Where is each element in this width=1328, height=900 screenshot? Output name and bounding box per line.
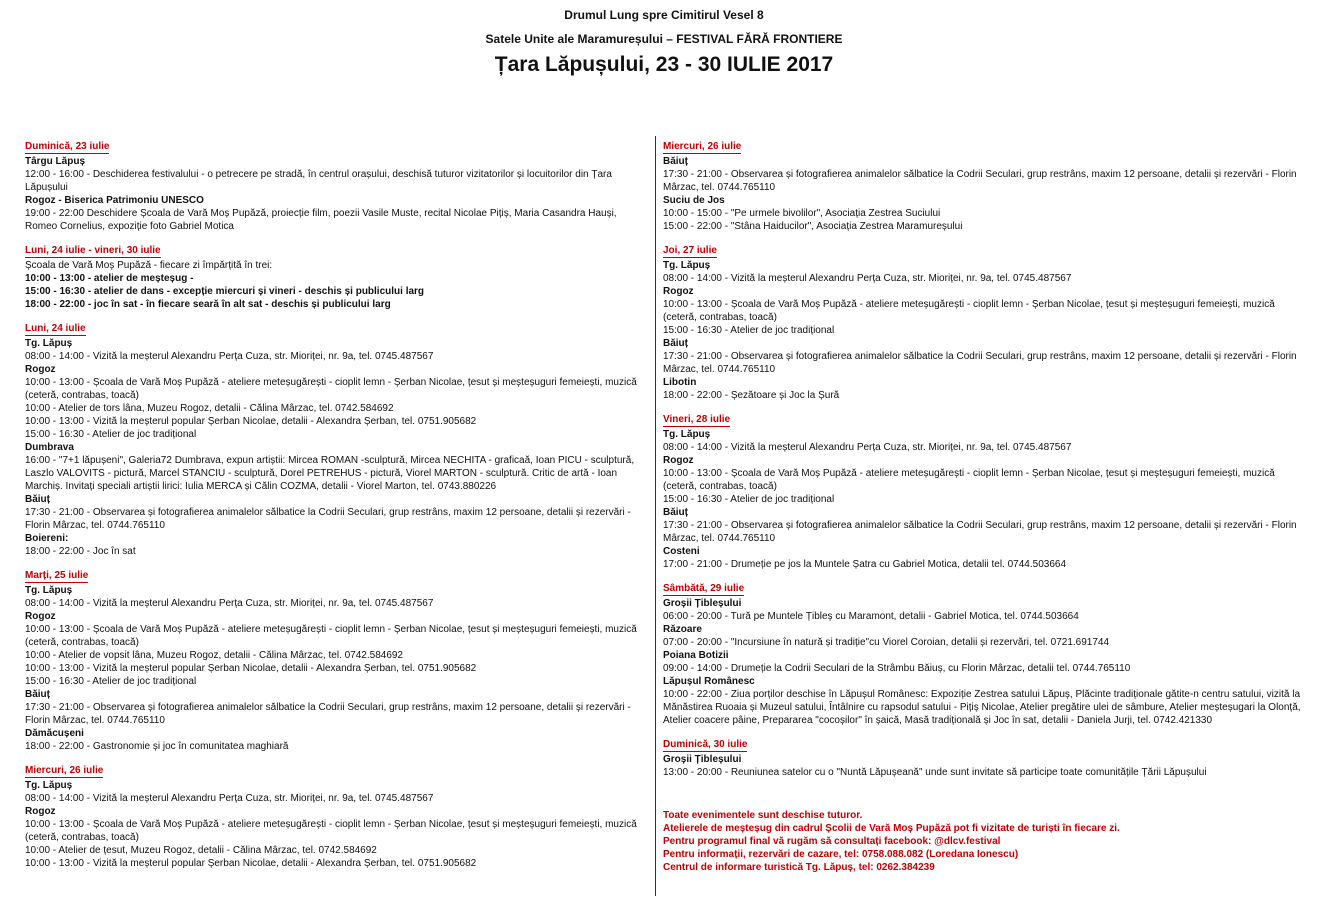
- header-line-2: Satele Unite ale Maramureșului – FESTIVAL FĂRĂ FRONTIERE: [485, 32, 843, 46]
- location-name: Rogoz - Biserica Patrimoniu UNESCO: [25, 195, 204, 206]
- event-item: 10:00 - Atelier de vopsit lâna, Muzeu Rogoz, detalii - Călina Mârzac, tel. 0742.584692: [25, 650, 403, 661]
- event-item: 10:00 - 13:00 - Școala de Vară Moș Pupăză - ateliere meteșugărești - cioplit lemn - Șerban Nicolae, țesut și meșteșuguri femeiești, muzică (ceteră, contrabas, toacă): [25, 377, 637, 401]
- event-item: 15:00 - 16:30 - Atelier de joc tradițional: [25, 676, 197, 687]
- day-section: [663, 140, 1303, 233]
- event-item: 15:00 - 22:00 - "Stâna Haiducilor", Asociația Zestrea Maramureșului: [663, 221, 963, 232]
- event-item: 08:00 - 14:00 - Vizită la meșterul Alexandru Perța Cuza, str. Mioriței, nr. 9a, tel. 0745.487567: [663, 442, 1072, 453]
- event-item: 09:00 - 14:00 - Drumeție la Codrii Seculari de la Strâmbu Băiuș, cu Florin Mârzac, detalii tel. 0744.765110: [663, 663, 1131, 674]
- location-name: Rogoz: [25, 364, 56, 375]
- location-name: Răzoare: [663, 624, 702, 635]
- event-item-highlight: 10:00 - 13:00 - atelier de meșteșug -: [25, 273, 194, 284]
- event-item: 10:00 - 13:00 - Școala de Vară Moș Pupăză - ateliere meteșugărești - cioplit lemn - Șerban Nicolae, țesut și meșteșuguri femeiești, muzică (ceteră, contrabas, toacă): [25, 624, 637, 648]
- location-name: Băiuț: [25, 689, 50, 700]
- column-divider: [655, 136, 656, 896]
- day-section: [663, 582, 1303, 727]
- event-item: 08:00 - 14:00 - Vizită la meșterul Alexandru Perța Cuza, str. Mioriței, nr. 9a, tel. 0745.487567: [25, 351, 434, 362]
- event-item: 10:00 - 13:00 - Vizită la meșterul popular Șerban Nicolae, detalii - Alexandra Șerban, tel. 0751.905682: [25, 663, 477, 674]
- event-item: 10:00 - 13:00 - Vizită la meșterul popular Șerban Nicolae, detalii - Alexandra Șerban, tel. 0751.905682: [25, 858, 477, 869]
- location-name: Dămăcușeni: [25, 728, 84, 739]
- event-item: 18:00 - 22:00 - Gastronomie și joc în comunitatea maghiară: [25, 741, 289, 752]
- day-section: [25, 569, 647, 753]
- event-item: 08:00 - 14:00 - Vizită la meșterul Alexandru Perța Cuza, str. Mioriței, nr. 9a, tel. 0745.487567: [663, 273, 1072, 284]
- note-line: Pentru informații, rezervări de cazare, tel: 0758.088.082 (Loredana Ionescu): [663, 849, 1019, 860]
- location-name: Băiuț: [25, 494, 50, 505]
- event-item: Școala de Vară Moș Pupăză - fiecare zi împărțită în trei:: [25, 260, 273, 271]
- event-item: 12:00 - 16:00 - Deschiderea festivalului - o petrecere pe stradă, în centrul orașului, deschisă tuturor vizitatorilor și locuitorilor din Țara Lăpușului: [25, 169, 612, 193]
- event-item: 17:30 - 21:00 - Observarea și fotografierea animalelor sălbatice la Codrii Seculari, grup restrâns, maxim 12 persoane, detalii și rezervări - Florin Mârzac, tel. 0744.765110: [663, 351, 1297, 375]
- event-item: 17:30 - 21:00 - Observarea și fotografierea animalelor sălbatice la Codrii Seculari, grup restrâns, maxim 12 persoane, detalii și rezervări - Florin Mârzac, tel. 0744.765110: [25, 507, 631, 531]
- event-item: 15:00 - 16:30 - Atelier de joc tradițional: [663, 494, 835, 505]
- location-name: Tg. Lăpuș: [25, 585, 73, 596]
- event-item: 10:00 - 13:00 - Vizită la meșterul popular Șerban Nicolae, detalii - Alexandra Șerban, tel. 0751.905682: [25, 416, 477, 427]
- location-name: Groșii Țibleșului: [663, 598, 742, 609]
- event-item: 10:00 - 13:00 - Școala de Vară Moș Pupăză - ateliere meteșugărești - cioplit lemn - Șerban Nicolae, țesut și meșteșuguri femeiești, muzică (ceteră, contrabas, toacă): [25, 819, 637, 843]
- location-name: Tg. Lăpuș: [663, 429, 711, 440]
- event-item: 15:00 - 16:30 - Atelier de joc tradițional: [25, 429, 197, 440]
- location-name: Băiuț: [663, 507, 688, 518]
- event-item: 17:30 - 21:00 - Observarea și fotografierea animalelor sălbatice la Codrii Seculari, grup restrâns, maxim 12 persoane, detalii și rezervări - Florin Mârzac, tel. 0744.765110: [663, 169, 1297, 193]
- event-item: 17:30 - 21:00 - Observarea și fotografierea animalelor sălbatice la Codrii Seculari, grup restrâns, maxim 12 persoane, detalii și rezervări - Florin Mârzac, tel. 0744.765110: [25, 702, 631, 726]
- day-title: Sâmbătă, 29 iulie: [663, 583, 745, 594]
- event-item: 10:00 - 15:00 - "Pe urmele bivolilor", Asociația Zestrea Suciului: [663, 208, 941, 219]
- event-item-highlight: 15:00 - 16:30 - atelier de dans - excepție miercuri și vineri - deschis și publicului larg: [25, 286, 425, 297]
- day-section: [663, 244, 1303, 402]
- event-item: 07:00 - 20:00 - "Incursiune în natură și tradiție"cu Viorel Coroian, detalii și rezervări, tel. 0721.691744: [663, 637, 1110, 648]
- location-name: Tg. Lăpuș: [663, 260, 711, 271]
- location-name: Rogoz: [663, 455, 694, 466]
- event-item: 18:00 - 22:00 - Joc în sat: [25, 546, 136, 557]
- event-item: 17:00 - 21:00 - Drumeție pe jos la Muntele Șatra cu Gabriel Motica, detalii tel. 0744.503664: [663, 559, 1067, 570]
- day-section: [25, 140, 647, 233]
- day-section: [25, 244, 647, 311]
- event-item: 08:00 - 14:00 - Vizită la meșterul Alexandru Perța Cuza, str. Mioriței, nr. 9a, tel. 0745.487567: [25, 793, 434, 804]
- day-section: [25, 764, 647, 870]
- event-item: 10:00 - 13:00 - Școala de Vară Moș Pupăză - ateliere meteșugărești - cioplit lemn - Șerban Nicolae, țesut și meșteșuguri femeiești, muzică (ceteră, contrabas, toacă): [663, 299, 1275, 323]
- event-item: 10:00 - Atelier de țesut, Muzeu Rogoz, detalii - Călina Mârzac, tel. 0742.584692: [25, 845, 377, 856]
- right-column: [663, 140, 1303, 874]
- note-line: Centrul de informare turistică Tg. Lăpuș, tel: 0262.384239: [663, 862, 935, 873]
- note-line: Pentru programul final vă rugăm să consultați facebook: @dlcv.festival: [663, 836, 1001, 847]
- day-title: Duminică, 23 iulie: [25, 141, 110, 152]
- event-item: 10:00 - Atelier de tors lâna, Muzeu Rogoz, detalii - Călina Mârzac, tel. 0742.584692: [25, 403, 394, 414]
- event-item: 15:00 - 16:30 - Atelier de joc tradițional: [663, 325, 835, 336]
- day-section: [663, 738, 1303, 779]
- location-name: Rogoz: [663, 286, 694, 297]
- location-name: Tg. Lăpuș: [25, 338, 73, 349]
- left-column: [25, 140, 647, 881]
- location-name: Libotin: [663, 377, 697, 388]
- event-item: 17:30 - 21:00 - Observarea și fotografierea animalelor sălbatice la Codrii Seculari, grup restrâns, maxim 12 persoane, detalii și rezervări - Florin Mârzac, tel. 0744.765110: [663, 520, 1297, 544]
- day-title: Marți, 25 iulie: [25, 570, 89, 581]
- location-name: Rogoz: [25, 806, 56, 817]
- day-title: Duminică, 30 iulie: [663, 739, 748, 750]
- right-days-list: [663, 140, 1303, 779]
- location-name: Târgu Lăpuș: [25, 156, 86, 167]
- header-line-1: Drumul Lung spre Cimitirul Vesel 8: [564, 8, 764, 22]
- page-title: Țara Lăpușului, 23 - 30 IULIE 2017: [494, 53, 834, 76]
- location-name: Tg. Lăpuș: [25, 780, 73, 791]
- event-item: 16:00 - "7+1 lăpușeni", Galeria72 Dumbrava, expun artiștii: Mircea ROMAN -sculptură, Mircea NECHITA - graficaă, Ioan PICU - sculptură, Laszlo VALOVITS - pictură, Marcel STANCIU - sculptură, Dorel PETREHUS - pictură, Viorel MARTON - sculptură. Critic de artă - Ioan Marchiș. Invitați speciali artiștii lirici: Iulia MERCA și Călin COZMA, detalii - Viorel Marton, tel. 0743.880226: [25, 455, 635, 492]
- location-name: Groșii Țibleșului: [663, 754, 742, 765]
- note-line: Atelierele de meșteșug din cadrul Școlii de Vară Moș Pupăză pot fi vizitate de turiști în fiecare zi.: [663, 823, 1120, 834]
- day-title: Vineri, 28 iulie: [663, 414, 731, 425]
- day-title: Luni, 24 iulie - vineri, 30 iulie: [25, 245, 161, 256]
- event-item: 10:00 - 13:00 - Școala de Vară Moș Pupăză - ateliere meteșugărești - cioplit lemn - Șerban Nicolae, țesut și meșteșuguri femeiești, muzică (ceteră, contrabas, toacă): [663, 468, 1275, 492]
- location-name: Băiuț: [663, 156, 688, 167]
- note-line: Toate evenimentele sunt deschise tuturor.: [663, 810, 863, 821]
- notes-block: [663, 809, 1303, 874]
- event-item: 19:00 - 22:00 Deschidere Școala de Vară Moș Pupăză, proiecție film, poezii Vasile Muste, recital Nicolae Pițiș, Maria Casandra Hauși, Romeo Cornelius, expoziție foto Gabriel Motica: [25, 208, 617, 232]
- location-name: Poiana Botizii: [663, 650, 729, 661]
- day-title: Miercuri, 26 iulie: [663, 141, 742, 152]
- location-name: Costeni: [663, 546, 700, 557]
- location-name: Boiereni:: [25, 533, 69, 544]
- event-item: 10:00 - 22:00 - Ziua porților deschise în Lăpușul Românesc: Expoziție Zestrea satului Lăpuș, Plăcinte tradiționale gătite-n centru satului, vizită la Mănăstirea Ruoaia și Muzeul satului, Întâlnire cu rapsodul satului - Pițiș Nicolae, Atelier pregătire ulei de sâmbure, Atelier meșteșugari la Olonță, Atelier coacere pâine, Prepararea "cocoșilor" în șaică, Masă tradițională și Joc în sat, detalii - Daniela Jurji, tel. 0742.421330: [663, 689, 1301, 726]
- day-section: [663, 413, 1303, 571]
- location-name: Lăpușul Românesc: [663, 676, 755, 687]
- day-title: Miercuri, 26 iulie: [25, 765, 104, 776]
- location-name: Băiuț: [663, 338, 688, 349]
- event-item: 06:00 - 20:00 - Tură pe Muntele Țibleș cu Maramont, detalii - Gabriel Motica, tel. 0744.503664: [663, 611, 1079, 622]
- location-name: Suciu de Jos: [663, 195, 725, 206]
- event-item: 08:00 - 14:00 - Vizită la meșterul Alexandru Perța Cuza, str. Mioriței, nr. 9a, tel. 0745.487567: [25, 598, 434, 609]
- day-title: Luni, 24 iulie: [25, 323, 86, 334]
- day-section: [25, 322, 647, 558]
- event-item: 18:00 - 22:00 - Șezătoare și Joc la Șură: [663, 390, 840, 401]
- location-name: Rogoz: [25, 611, 56, 622]
- event-item: 13:00 - 20:00 - Reuniunea satelor cu o "Nuntă Lăpușeană" unde sunt invitate să participe toate comunitățile Țării Lăpușului: [663, 767, 1207, 778]
- location-name: Dumbrava: [25, 442, 74, 453]
- day-title: Joi, 27 iulie: [663, 245, 717, 256]
- event-item-highlight: 18:00 - 22:00 - joc în sat - în fiecare seară în alt sat - deschis și publicului larg: [25, 299, 391, 310]
